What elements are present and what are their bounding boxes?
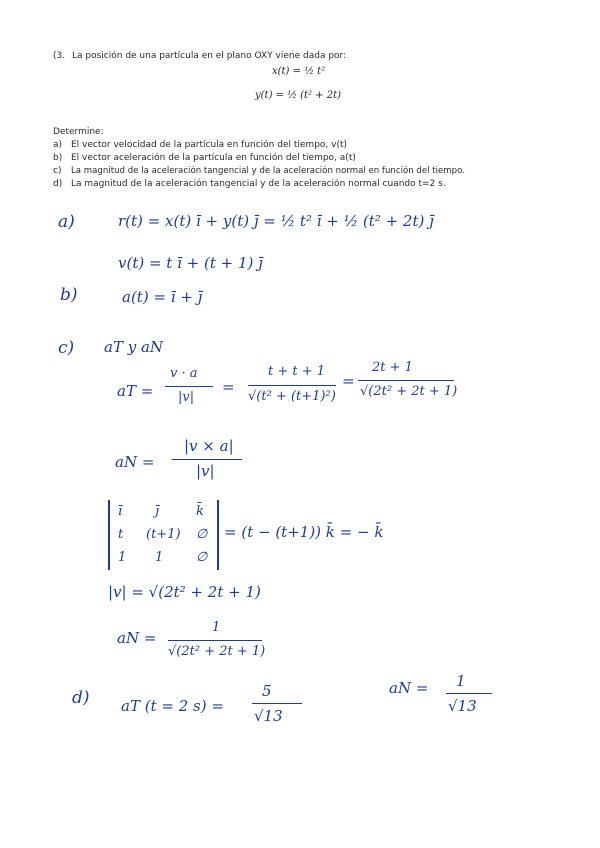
fraction-denominator: |v| [178,390,195,405]
item-text: La magnitud de la aceleración tangencial y de la aceleración normal cuando t=2 s. [71,179,446,189]
velocity-magnitude: |v| = √(2t² + 2t + 1) [108,583,261,601]
problem-number: (3. [53,51,66,61]
fraction-bar [172,459,242,460]
fraction-denominator: √(2t² + 2t + 1) [360,384,458,399]
determine-label: Determine: [53,127,104,137]
item-letter: b) [53,153,63,163]
velocity-vector-equation: v(t) = t ī + (t + 1) j̄ [118,254,263,272]
part-a-label: a) [58,212,75,232]
equals-sign: = [222,378,235,396]
item-text: El vector velocidad de la partícula en función del tiempo, v(t) [71,140,348,150]
fraction-numerator: |v × a| [184,437,234,455]
position-vector-equation: r(t) = x(t) ī + y(t) j̄ = ½ t² ī + ½ (t² + 2t) j̄ [118,212,434,230]
cross-product-result: = (t − (t+1)) k̄ = − k̄ [224,523,384,541]
determinant-cell: 1 [118,550,127,565]
fraction-bar [358,380,454,381]
normal-accel-final-lhs: aN = [117,629,157,647]
fraction-bar [248,385,336,386]
problem-text: La posición de una partícula en el plano OXY viene dada por: [72,51,347,61]
tangential-accel-at-2s: aT (t = 2 s) = [121,697,224,715]
item-letter: c) [53,166,62,176]
equals-sign: = [342,372,355,390]
normal-accel-at-2s: aN = [389,679,429,697]
item-letter: a) [53,140,63,150]
fraction-bar [168,640,262,641]
fraction-numerator: 2t + 1 [372,360,413,375]
part-c-label: c) [58,338,75,358]
acceleration-vector-equation: a(t) = ī + j̄ [122,288,203,306]
determinant-cell: ī [118,504,123,519]
determinant-cell: 1 [155,550,164,565]
fraction-numerator: v · a [170,366,198,381]
item-text: El vector aceleración de la partícula en función del tiempo, a(t) [71,153,356,163]
determinant-cell: ∅ [196,550,208,565]
fraction-denominator: |v| [196,462,215,480]
determinant-cell: ∅ [196,527,208,542]
normal-accel-lhs: aN = [115,453,155,471]
fraction-bar [446,693,492,694]
part-c-intro: aT y aN [104,338,164,356]
fraction-numerator: 5 [262,682,272,700]
determinant-right-bar [217,500,219,570]
fraction-numerator: t + t + 1 [268,364,326,379]
fraction-denominator: √(t² + (t+1)²) [248,389,336,404]
determinant-cell: k̄ [196,504,204,519]
determinant-left-bar [108,500,110,570]
tangential-accel-lhs: aT = [117,382,154,400]
fraction-bar [165,386,213,387]
part-b-label: b) [60,285,78,305]
fraction-denominator: √13 [254,707,283,725]
equation-x: x(t) = ½ t² [272,66,326,77]
determinant-cell: (t+1) [146,527,181,542]
equation-y: y(t) = ½ (t² + 2t) [255,90,342,101]
fraction-numerator: 1 [456,672,466,690]
fraction-denominator: √(2t² + 2t + 1) [168,644,266,659]
item-letter: d) [53,179,63,189]
part-d-label: d) [72,688,90,708]
item-text: La magnitud de la aceleración tangencial y de la aceleración normal en función del tiempo. [71,166,465,176]
fraction-denominator: √13 [448,697,477,715]
fraction-numerator: 1 [212,620,221,635]
fraction-bar [252,703,302,704]
determinant-cell: j̄ [155,504,160,519]
determinant-cell: t [118,527,124,542]
